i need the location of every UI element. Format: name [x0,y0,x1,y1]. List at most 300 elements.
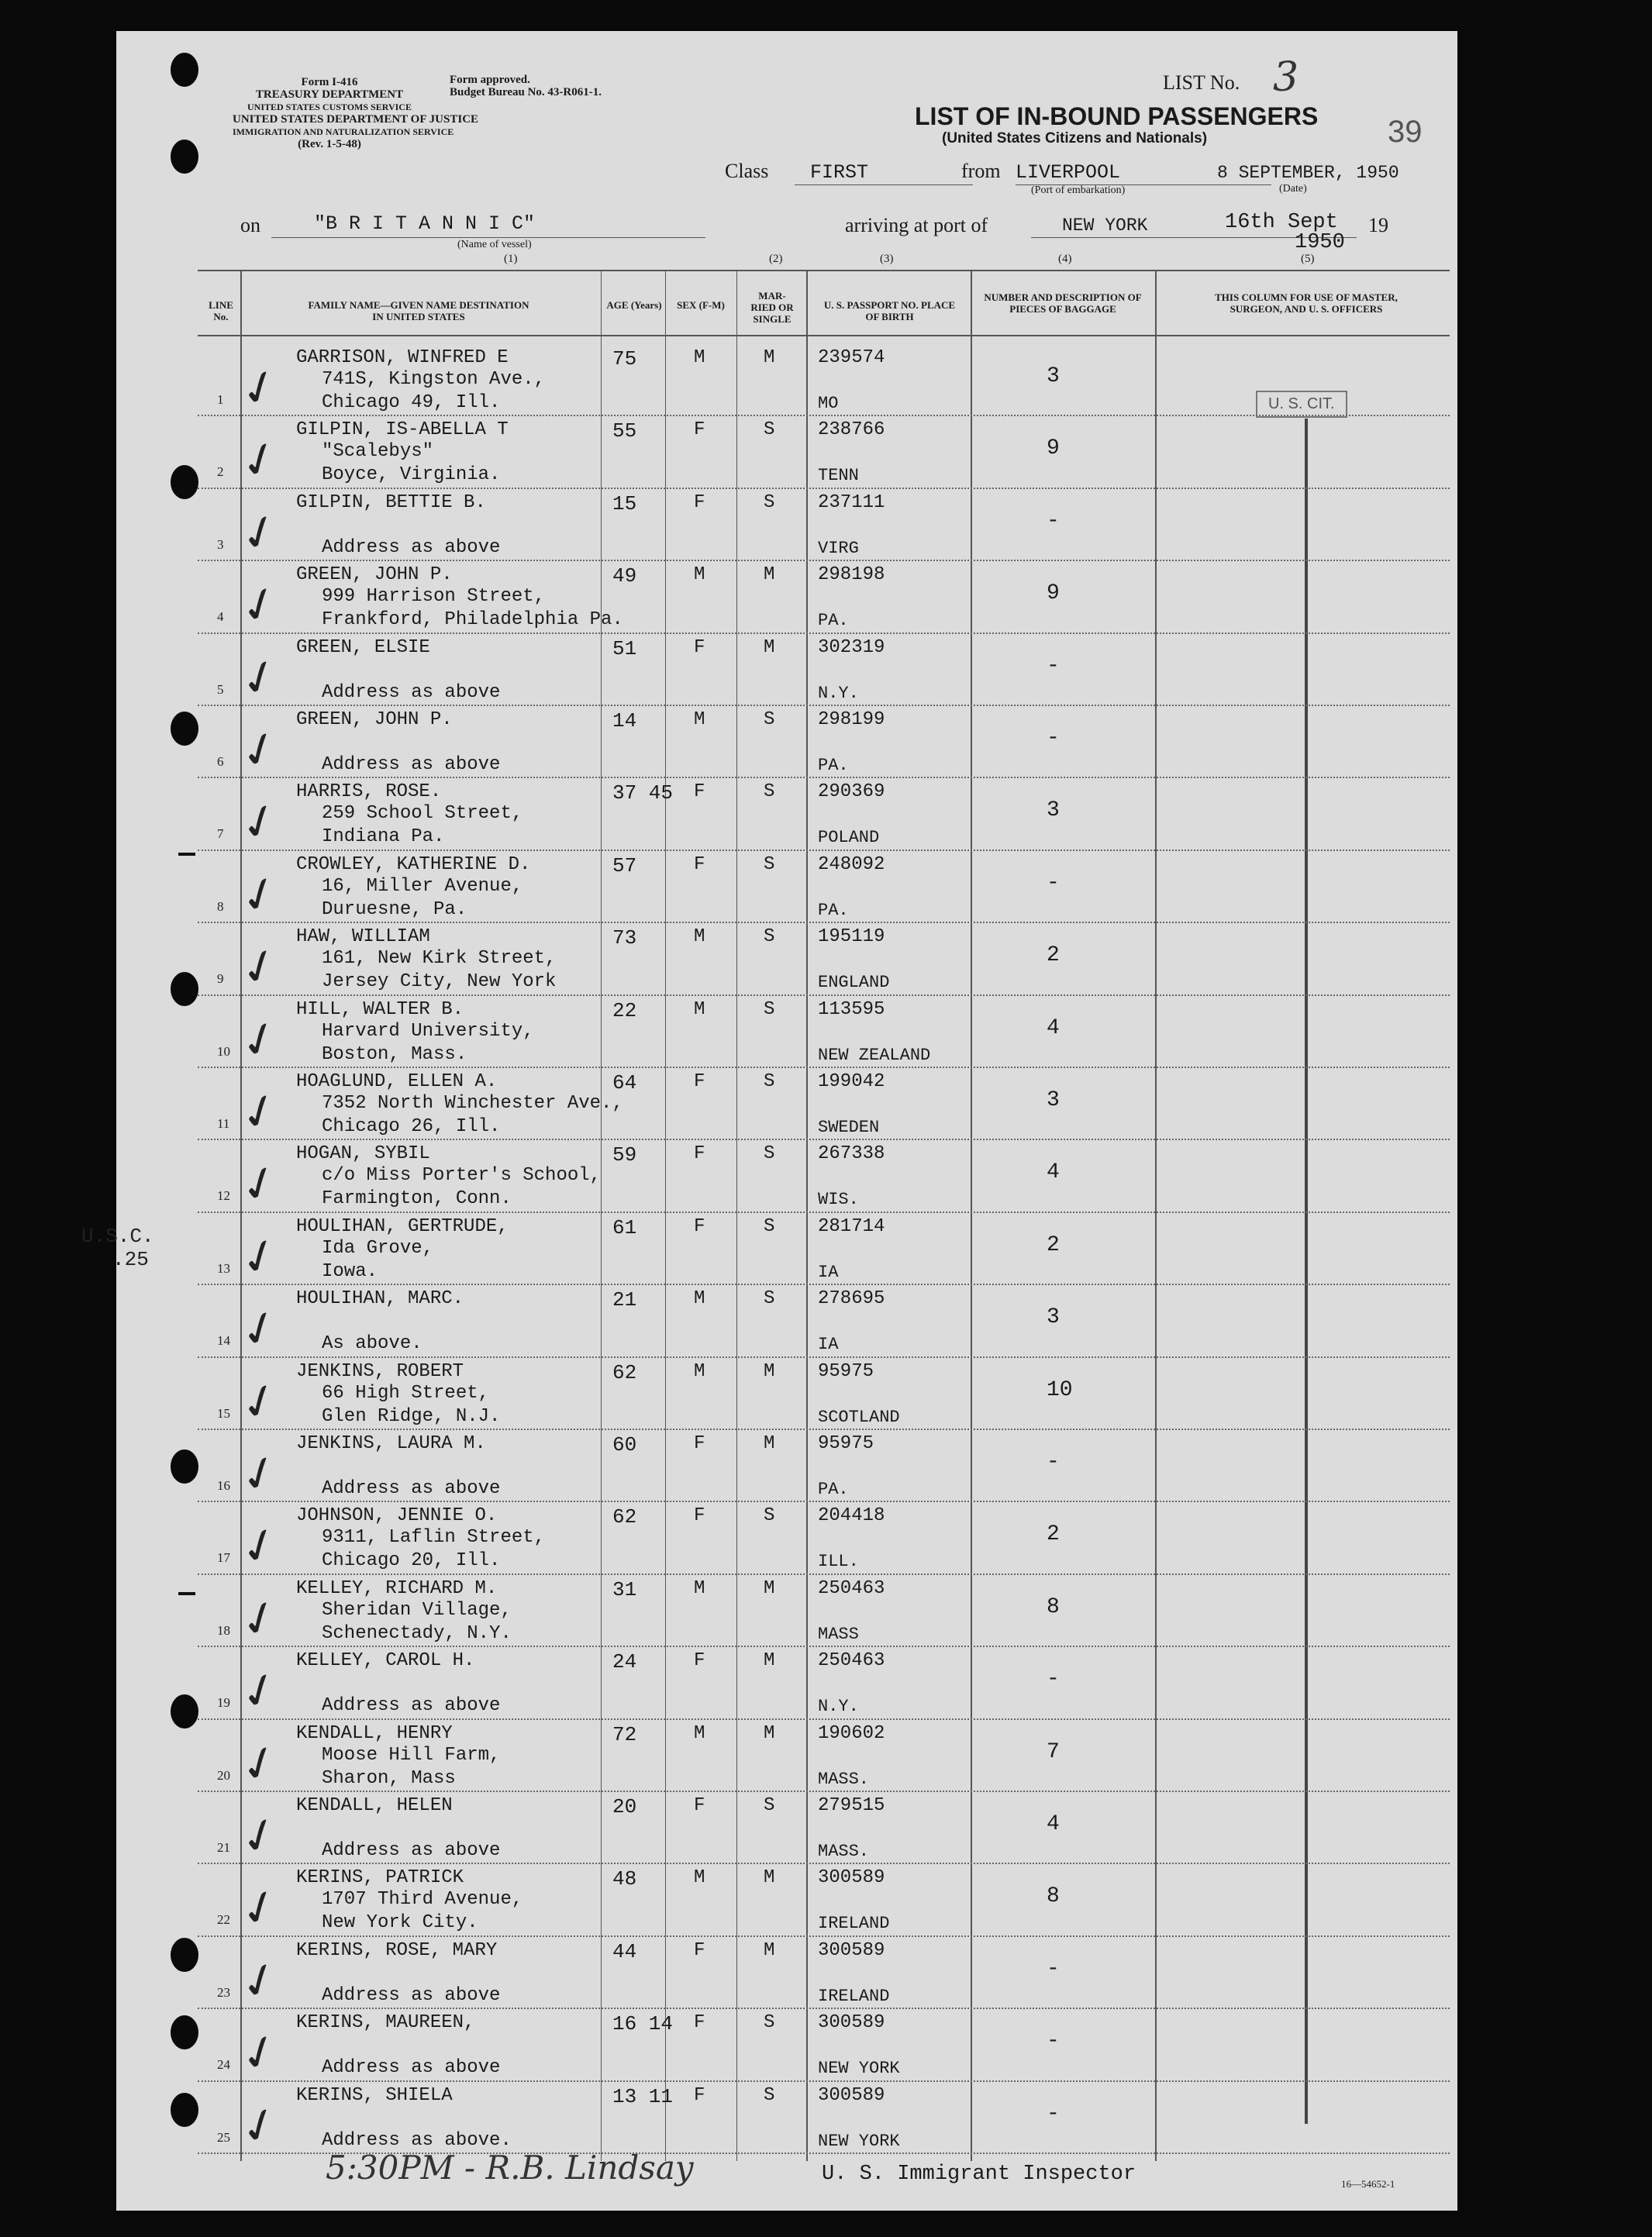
baggage-count: - [1047,653,1060,678]
col-header-age: AGE (Years) [606,299,662,311]
line-number: 11 [217,1116,230,1131]
baggage-count: 2 [1047,1232,1060,1257]
family-name: HILL, WALTER B. [296,998,464,1020]
passport-number: 300589 [818,1939,885,1961]
family-name: GARRISON, WINFRED E [296,347,509,368]
place-of-birth: MO [818,394,839,413]
check-mark: ✓ [232,1008,288,1073]
place-of-birth: NEW ZEALAND [818,1045,931,1065]
family-name: KERINS, PATRICK [296,1867,464,1889]
col-marker: (3) [880,253,894,265]
place-of-birth: SCOTLAND [818,1407,900,1427]
marital-status: S [764,491,775,513]
row-divider [198,922,1450,924]
destination-line: Sheridan Village, [322,1599,512,1621]
check-mark: ✓ [232,428,288,493]
baggage-count: - [1047,2029,1060,2054]
place-of-birth: MASS. [818,1769,870,1789]
marital-status: S [764,926,775,948]
age: 60 [612,1433,637,1456]
destination-line: 9311, Laflin Street, [322,1527,546,1549]
baggage-count: 8 [1047,1884,1060,1909]
age: 24 [612,1650,637,1674]
family-name: HARRIS, ROSE. [296,781,442,803]
sex: F [694,636,705,658]
baggage-count: 10 [1047,1377,1073,1402]
form-id-block [233,76,479,150]
age: 61 [612,1215,637,1239]
passport-number: 278695 [818,1288,885,1310]
on-label: on [240,214,260,236]
destination-line: Iowa. [322,1260,378,1282]
age: 14 [612,709,637,732]
place-of-birth: SWEDEN [818,1118,880,1137]
age: 16 14 [612,2012,674,2036]
line-number: 15 [217,1405,230,1421]
family-name: JOHNSON, JENNIE O. [296,1505,498,1527]
baggage-count: - [1047,508,1060,533]
age: 59 [612,1143,637,1167]
family-name: KENDALL, HELEN [296,1795,453,1816]
place-of-birth: NEW YORK [818,2131,900,2151]
passport-number: 300589 [818,2012,885,2034]
col-header-line-no: LINE No. [209,299,233,322]
col-header-baggage: NUMBER AND DESCRIPTION OF PIECES OF BAGGAGE [984,291,1142,315]
destination-line: 66 High Street, [322,1382,490,1404]
row-divider [198,632,1450,635]
form-line: IMMIGRATION AND NATURALIZATION SERVICE [233,126,454,137]
check-mark: ✓ [232,1152,288,1217]
age: 31 [612,1577,637,1601]
col-header-name: FAMILY NAME—GIVEN NAME DESTINATION IN UNITED STATES [308,299,529,322]
line-number: 4 [217,609,224,625]
family-name: GREEN, ELSIE [296,636,430,658]
place-of-birth: IA [818,1262,839,1282]
passport-number: 237111 [818,491,885,513]
col-marker: (5) [1301,253,1315,265]
place-of-birth: ILL. [818,1552,859,1572]
age: 57 [612,853,637,877]
baggage-count: - [1047,726,1060,750]
family-name: HOGAN, SYBIL [296,1143,430,1165]
age: 13 11 [612,2084,674,2108]
binder-hole [171,465,198,499]
family-name: HAW, WILLIAM [296,926,430,948]
destination-line: Address as above. [322,2129,512,2151]
sex: F [694,2012,705,2034]
check-mark: ✓ [232,1370,288,1435]
row-divider [198,2080,1450,2083]
marital-status: M [764,1650,775,1672]
marital-status: M [764,1867,775,1889]
destination-line: New York City. [322,1912,478,1934]
passport-number: 239574 [818,347,885,368]
line-number: 22 [217,1912,230,1928]
baggage-count: - [1047,1450,1060,1474]
family-name: KERINS, ROSE, MARY [296,1939,498,1961]
destination-line: Address as above [322,536,501,558]
age: 75 [612,347,637,371]
destination-line: Boyce, Virginia. [322,464,501,486]
family-name: KERINS, SHIELA [296,2084,453,2106]
row-divider [198,1573,1450,1576]
baggage-count: - [1047,1956,1060,1981]
port-caption: (Port of embarkation) [1031,184,1126,196]
sex: M [694,1288,705,1310]
line-number: 7 [217,826,224,842]
family-name: HOAGLUND, ELLEN A. [296,1071,498,1092]
passport-number: 298199 [818,709,885,730]
passport-number: 302319 [818,636,885,658]
document-title: LIST OF IN-BOUND PASSENGERS [915,102,1319,130]
marital-status: S [764,1505,775,1527]
sex: F [694,419,705,441]
sex: M [694,1722,705,1744]
punch-mark [178,1592,195,1595]
row-divider [198,1212,1450,1214]
destination-line: 16, Miller Avenue, [322,875,523,897]
place-of-birth: NEW YORK [818,2059,900,2079]
marital-status: S [764,1795,775,1816]
destination-line: Harvard University, [322,1020,534,1042]
ditto-line [1305,419,1308,2124]
row-divider [198,2008,1450,2010]
row-divider [198,1356,1450,1359]
destination-line: Jersey City, New York [322,971,557,993]
destination-line: Address as above [322,681,501,703]
place-of-birth: POLAND [818,828,880,848]
age: 20 [612,1795,637,1818]
marital-status: M [764,1433,775,1454]
passport-number: 250463 [818,1577,885,1599]
age: 22 [612,998,637,1022]
marital-status: M [764,347,775,368]
check-mark: ✓ [232,1804,288,1869]
marital-status: M [764,636,775,658]
line-number: 25 [217,2129,230,2145]
family-name: JENKINS, ROBERT [296,1360,464,1382]
passport-number: 279515 [818,1795,885,1816]
sex: F [694,1795,705,1816]
form-code: 16—54652-1 [1341,2178,1395,2190]
passport-number: 300589 [818,1867,885,1889]
sex: F [694,1071,705,1092]
marital-status: S [764,853,775,875]
place-of-birth: PA. [818,611,849,631]
baggage-count: - [1047,1667,1060,1692]
check-mark: ✓ [232,1080,288,1145]
handwritten-signature: 5:30PM - R.B. Lindsay [326,2149,694,2187]
row-divider [198,850,1450,852]
place-of-birth: TENN [818,466,859,486]
family-name: HOULIHAN, MARC. [296,1288,464,1310]
port-of-embarkation: LIVERPOOL [1016,161,1121,184]
family-name: KERINS, MAUREEN, [296,2012,475,2034]
form-line: Form I-416 [301,76,358,88]
line-number: 1 [217,392,224,407]
line-number: 16 [217,1478,230,1493]
row-divider [198,994,1450,997]
marital-status: S [764,709,775,730]
baggage-count: 4 [1047,1160,1060,1185]
age: 21 [612,1288,637,1312]
baggage-count: 2 [1047,1522,1060,1547]
destination-line: 259 School Street, [322,803,523,825]
arrival-year: 1950 [1295,231,1345,254]
check-mark: ✓ [232,646,288,711]
place-of-birth: N.Y. [818,1697,859,1717]
sex: M [694,564,705,586]
row-divider [198,1791,1450,1793]
destination-line: As above. [322,1333,422,1355]
embark-date: 8 SEPTEMBER, 1950 [1217,163,1399,183]
destination-line: "Scalebys" [322,441,434,463]
vessel-caption: (Name of vessel) [457,239,532,250]
marital-status: M [764,564,775,586]
place-of-birth: WIS. [818,1190,859,1210]
sex: F [694,2084,705,2106]
col-marker: (2) [769,253,783,265]
line-number: 23 [217,1984,230,2000]
baggage-count: 3 [1047,1088,1060,1112]
arrival-port: NEW YORK [1062,215,1148,236]
check-mark: ✓ [232,1442,288,1507]
destination-line: Address as above [322,1478,501,1499]
marital-status: S [764,781,775,803]
row-divider [198,560,1450,562]
sex: F [694,1143,705,1165]
marital-status: M [764,1722,775,1744]
us-citizen-stamp: U. S. CIT. [1256,391,1347,418]
marital-status: S [764,1288,775,1310]
sex: F [694,491,705,513]
list-number: 3 [1273,54,1299,101]
sex: F [694,1650,705,1672]
passport-number: 290369 [818,781,885,803]
row-divider [198,1139,1450,1141]
line-number: 20 [217,1767,230,1783]
place-of-birth: N.Y. [818,683,859,703]
class-value: FIRST [810,161,869,184]
binder-hole [171,2093,198,2127]
line-number: 6 [217,754,224,769]
arrival-date: 16th Sept [1225,211,1338,234]
destination-line: Sharon, Mass [322,1767,456,1789]
row-divider [198,415,1450,417]
check-mark: ✓ [232,1297,288,1362]
binder-hole [171,1938,198,1972]
row-divider [198,1284,1450,1286]
place-of-birth: MASS. [818,1842,870,1861]
passport-number: 281714 [818,1215,885,1237]
destination-line: Moose Hill Farm, [322,1744,501,1766]
row-divider [198,1501,1450,1503]
destination-line: 999 Harrison Street, [322,586,546,608]
family-name: JENKINS, LAURA M. [296,1433,486,1454]
page-number: 39 [1388,115,1423,149]
form-line: UNITED STATES DEPARTMENT OF JUSTICE [233,113,479,126]
marital-status: S [764,1143,775,1165]
approval-block [450,74,602,98]
arriving-label: arriving at port of [845,214,988,236]
age: 64 [612,1071,637,1094]
from-label: from [961,160,1001,182]
destination-line: Farmington, Conn. [322,1188,512,1210]
binder-hole [171,1449,198,1484]
passport-number: 190602 [818,1722,885,1744]
line-number: 17 [217,1550,230,1566]
baggage-count: 3 [1047,798,1060,823]
binder-hole [171,2015,198,2049]
age: 73 [612,926,637,950]
binder-hole [171,53,198,87]
row-divider [198,1429,1450,1431]
document-subtitle: (United States Citizens and Nationals) [942,130,1208,146]
line-number: 2 [217,464,224,480]
row-divider [198,1067,1450,1069]
col-marker: (4) [1058,253,1072,265]
destination-line: Schenectady, N.Y. [322,1622,512,1644]
family-name: KELLEY, RICHARD M. [296,1577,498,1599]
age: 44 [612,1939,637,1963]
check-mark: ✓ [232,2021,288,2086]
check-mark: ✓ [232,1225,288,1290]
marital-status: S [764,1215,775,1237]
marital-status: M [764,1577,775,1599]
marital-status: M [764,1360,775,1382]
destination-line: Chicago 20, Ill. [322,1550,501,1572]
baggage-count: 9 [1047,581,1060,606]
family-name: CROWLEY, KATHERINE D. [296,853,531,875]
family-name: GREEN, JOHN P. [296,564,453,586]
baggage-count: 3 [1047,1305,1060,1330]
row-divider [198,1935,1450,1938]
sex: F [694,1505,705,1527]
line-number: 10 [217,1043,230,1059]
destination-line: Indiana Pa. [322,826,445,848]
approval-line: Budget Bureau No. 43-R061-1. [450,86,602,98]
destination-line: Frankford, Philadelphia Pa. [322,609,623,631]
destination-line: 741S, Kingston Ave., [322,369,546,390]
destination-line: Chicago 49, Ill. [322,392,501,413]
baggage-count: - [1047,870,1060,895]
destination-line: Duruesne, Pa. [322,898,467,920]
check-mark: ✓ [232,1949,288,2014]
sex: F [694,1215,705,1237]
line-number: 14 [217,1333,230,1349]
sex: F [694,1939,705,1961]
sex: F [694,1433,705,1454]
passport-number: 248092 [818,853,885,875]
marital-status: S [764,1071,775,1092]
age: 62 [612,1505,637,1529]
destination-line: 161, New Kirk Street, [322,948,557,970]
line-number: 9 [217,971,224,987]
binder-hole [171,140,198,174]
passport-number: 267338 [818,1143,885,1165]
check-mark: ✓ [232,1514,288,1579]
check-mark: ✓ [232,1876,288,1941]
age: 55 [612,419,637,443]
destination-line: Glen Ridge, N.J. [322,1405,501,1427]
place-of-birth: VIRG [818,538,859,558]
row-divider [198,1718,1450,1721]
destination-line: Chicago 26, Ill. [322,1116,501,1137]
destination-line: Address as above [322,1840,501,1861]
col-header-passport: U. S. PASSPORT NO. PLACE OF BIRTH [823,299,956,322]
check-mark: ✓ [232,2094,288,2159]
place-of-birth: PA. [818,900,849,920]
check-mark: ✓ [232,356,288,421]
line-number: 24 [217,2057,230,2073]
place-of-birth: IA [818,1335,839,1355]
margin-note-line: U.S.C. [81,1225,154,1248]
check-mark: ✓ [232,790,288,855]
sex: M [694,347,705,368]
passport-number: 250463 [818,1650,885,1672]
baggage-count: - [1047,2101,1060,2126]
marital-status: S [764,419,775,441]
baggage-count: 2 [1047,943,1060,968]
destination-line: Boston, Mass. [322,1043,467,1065]
passport-number: 300589 [818,2084,885,2106]
arrival-year-prefix: 19 [1368,214,1388,236]
passport-number: 113595 [818,998,885,1020]
family-name: GILPIN, BETTIE B. [296,491,486,513]
check-mark: ✓ [232,1587,288,1652]
inspector-label: U. S. Immigrant Inspector [822,2163,1136,2186]
form-line: (Rev. 1-5-48) [298,138,361,150]
marital-status: M [764,1939,775,1961]
baggage-count: 9 [1047,436,1060,461]
row-divider [198,705,1450,707]
vessel-name: "B R I T A N N I C" [314,212,536,235]
marital-status: S [764,2012,775,2034]
line-number: 21 [217,1840,230,1855]
passport-number: 238766 [818,419,885,441]
col-marker: (1) [504,253,518,265]
line-number: 12 [217,1188,230,1204]
line-number: 8 [217,898,224,914]
line-number: 18 [217,1622,230,1638]
age: 72 [612,1722,637,1746]
passport-number: 95975 [818,1433,874,1454]
destination-line: c/o Miss Porter's School, [322,1165,602,1187]
line-number: 13 [217,1260,230,1276]
binder-hole [171,1694,198,1729]
destination-line: Address as above [322,1695,501,1717]
check-mark: ✓ [232,935,288,1000]
col-header-officers: THIS COLUMN FOR USE OF MASTER, SURGEON, AND U. S. OFFICERS [1215,291,1398,315]
age: 49 [612,564,637,588]
place-of-birth: PA. [818,756,849,775]
check-mark: ✓ [232,863,288,928]
punch-mark [178,853,195,856]
passport-number: 95975 [818,1360,874,1382]
family-name: KENDALL, HENRY [296,1722,453,1744]
col-header-married: MAR- RIED OR SINGLE [750,290,794,325]
row-divider [198,488,1450,490]
list-label: LIST No. [1163,71,1240,94]
approval-line: Form approved. [450,74,530,86]
family-name: GREEN, JOHN P. [296,709,453,730]
passport-number: 195119 [818,926,885,948]
form-line: UNITED STATES CUSTOMS SERVICE [247,102,412,112]
binder-hole [171,972,198,1006]
sex: F [694,853,705,875]
age: 62 [612,1360,637,1384]
marital-status: S [764,998,775,1020]
